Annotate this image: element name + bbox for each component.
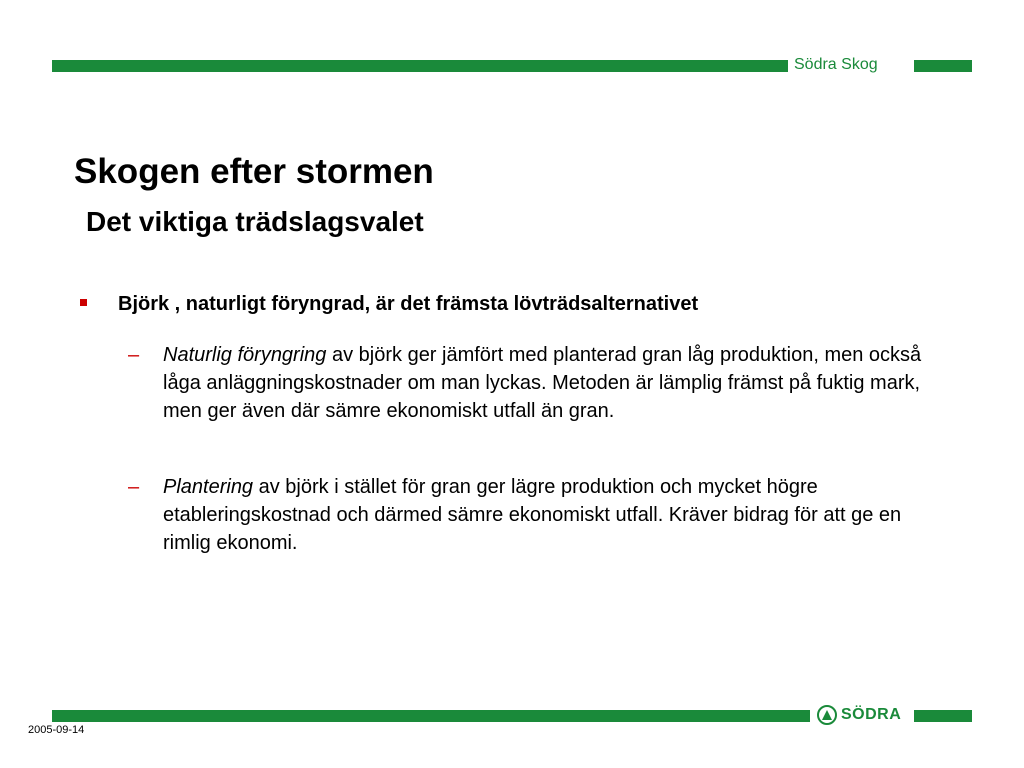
sodra-logo	[817, 705, 901, 725]
sodra-tree-icon	[817, 705, 837, 725]
dash-bullet-icon: –	[128, 344, 140, 366]
header-bar-right	[914, 60, 972, 72]
slide-title: Skogen efter stormen	[74, 152, 434, 191]
header-bar-left	[52, 60, 788, 72]
header-brand-label: Södra Skog	[794, 56, 878, 73]
sub-item-lead: Plantering	[163, 476, 254, 498]
square-bullet-icon	[80, 299, 87, 306]
footer-bar-right	[914, 710, 972, 722]
dash-bullet-icon: –	[128, 476, 140, 498]
sub-item-lead: Naturlig föryngring	[163, 344, 327, 366]
sub-item-rest: av björk i stället för gran ger lägre produktion och mycket högre etableringskostnad och därmed sämre ekonomiskt utfall. Kräver bidrag för att ge en rimlig ekonomi.	[163, 476, 902, 554]
slide-subtitle: Det viktiga trädslagsvalet	[86, 206, 424, 237]
sub-item-text	[163, 341, 943, 425]
footer-date: 2005-09-14	[28, 724, 85, 736]
sub-item-rest: av björk ger jämfört med planterad gran låg produktion, men också låga anläggningskostnader om man lyckas. Metoden är lämplig främst på fuktig mark, men ger även där sämre ekonomiskt utfall än gran.	[163, 344, 922, 422]
footer-bar-left	[52, 710, 810, 722]
sub-item-text	[163, 473, 943, 557]
bullet-text: Björk , naturligt föryngrad, är det främsta lövträdsalternativet	[118, 293, 699, 315]
logo-text: SÖDRA	[841, 706, 902, 723]
